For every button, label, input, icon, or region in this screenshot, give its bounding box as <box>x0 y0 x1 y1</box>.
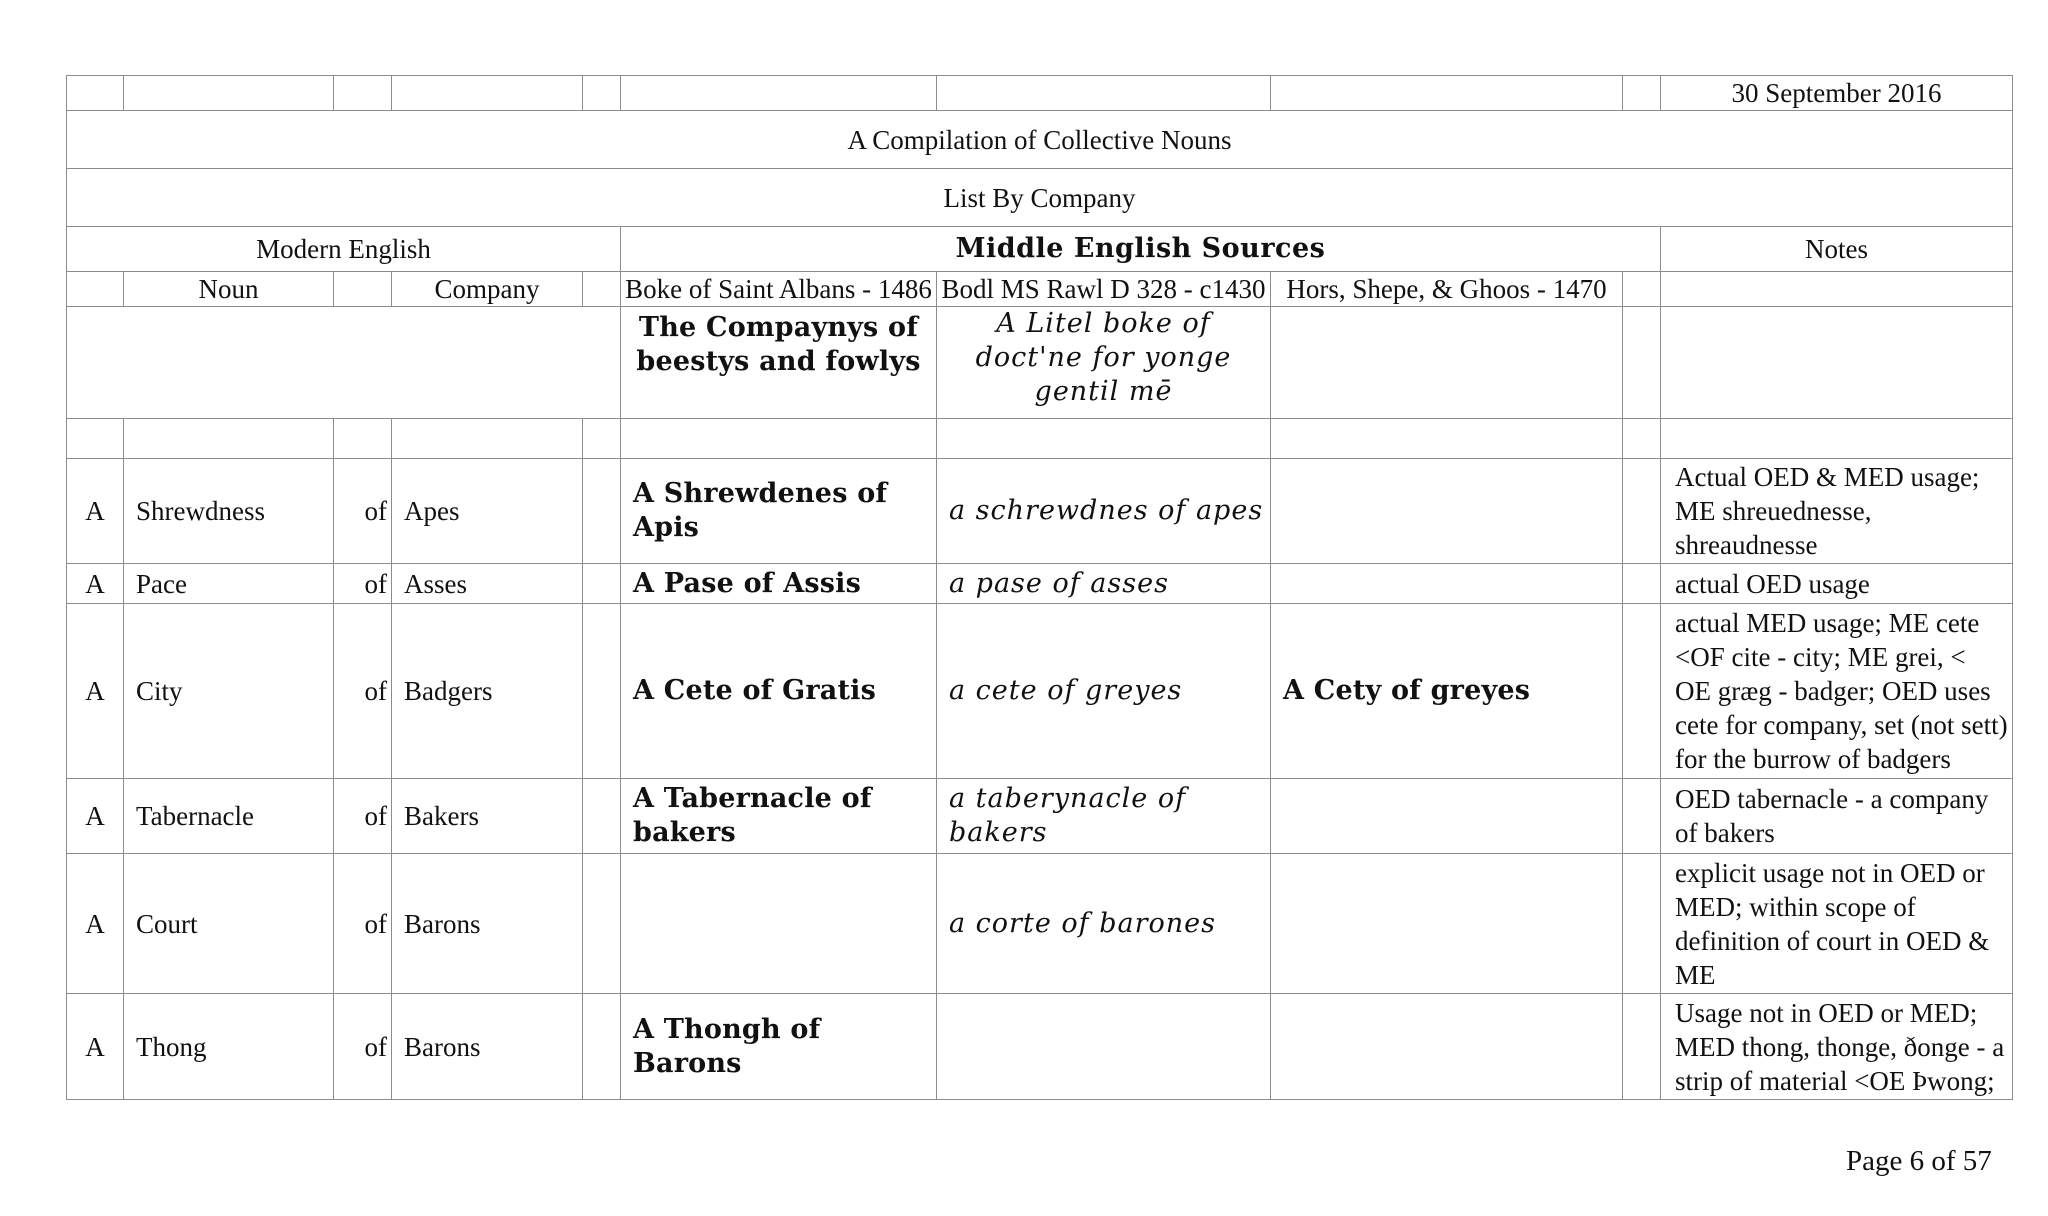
empty-cell <box>1661 272 2013 307</box>
document-date: 30 September 2016 <box>1661 76 2013 111</box>
empty-cell <box>1623 994 1661 1100</box>
noun-cell: Court <box>124 854 334 994</box>
empty-cell <box>1271 76 1623 111</box>
company-column-header: Company <box>392 272 583 307</box>
document-subtitle: List By Company <box>67 169 2013 227</box>
article-cell: A <box>67 994 124 1100</box>
table-row <box>67 604 2013 779</box>
document-title: A Compilation of Collective Nouns <box>67 111 2013 169</box>
date-row <box>67 76 2013 111</box>
table-row <box>67 854 2013 994</box>
spacer-row <box>67 419 2013 459</box>
noun-column-header: Noun <box>124 272 334 307</box>
of-cell: of <box>334 564 392 604</box>
article-cell: A <box>67 779 124 854</box>
empty-cell <box>583 994 621 1100</box>
empty-cell <box>124 76 334 111</box>
empty-cell <box>1623 564 1661 604</box>
source-3-cell <box>1271 564 1623 604</box>
note-cell: actual MED usage; ME cete <OF cite - city; ME grei, < OE græg - badger; OED uses cete for company, set (not sett) for the burrow of badgers <box>1661 604 2013 779</box>
collective-nouns-table <box>66 75 2013 1100</box>
empty-cell <box>334 419 392 459</box>
of-cell: of <box>334 459 392 564</box>
empty-cell <box>1623 307 1661 419</box>
empty-cell <box>334 76 392 111</box>
empty-cell <box>1271 307 1623 419</box>
empty-cell <box>583 459 621 564</box>
source-1-cell: A Pase of Assis <box>621 564 937 604</box>
source-2-header: Bodl MS Rawl D 328 - c1430 <box>937 272 1271 307</box>
empty-cell <box>124 419 334 459</box>
company-cell: Badgers <box>392 604 583 779</box>
empty-cell <box>67 307 621 419</box>
article-cell: A <box>67 604 124 779</box>
notes-header: Notes <box>1661 227 2013 272</box>
empty-cell <box>1623 76 1661 111</box>
note-cell: Usage not in OED or MED; MED thong, thonge, ðonge - a strip of material <OE Þwong; <box>1661 994 2013 1100</box>
source-3-header: Hors, Shepe, & Ghoos - 1470 <box>1271 272 1623 307</box>
empty-cell <box>583 76 621 111</box>
note-cell: actual OED usage <box>1661 564 2013 604</box>
empty-cell <box>621 419 937 459</box>
empty-cell <box>583 419 621 459</box>
article-cell: A <box>67 459 124 564</box>
empty-cell <box>1623 854 1661 994</box>
table-row <box>67 994 2013 1100</box>
source-2-cell: a corte of barones <box>937 854 1271 994</box>
source-2-cell <box>937 994 1271 1100</box>
empty-cell <box>1623 604 1661 779</box>
source-2-cell: a pase of asses <box>937 564 1271 604</box>
empty-cell <box>583 272 621 307</box>
table-row <box>67 459 2013 564</box>
empty-cell <box>583 564 621 604</box>
empty-cell <box>1623 272 1661 307</box>
empty-cell <box>67 76 124 111</box>
source-1-cell: A Tabernacle of bakers <box>621 779 937 854</box>
empty-cell <box>937 76 1271 111</box>
source-1-cell: A Thongh of Barons <box>621 994 937 1100</box>
source-3-cell: A Cety of greyes <box>1271 604 1623 779</box>
middle-english-sources-header: Middle English Sources <box>621 227 1661 272</box>
source-title-row <box>67 307 2013 419</box>
source-2-cell: a cete of greyes <box>937 604 1271 779</box>
empty-cell <box>392 419 583 459</box>
of-cell: of <box>334 604 392 779</box>
empty-cell <box>67 272 124 307</box>
group-header-row <box>67 227 2013 272</box>
column-header-row <box>67 272 2013 307</box>
article-cell: A <box>67 564 124 604</box>
source-3-cell <box>1271 994 1623 1100</box>
of-cell: of <box>334 779 392 854</box>
company-cell: Barons <box>392 854 583 994</box>
empty-cell <box>621 76 937 111</box>
company-cell: Apes <box>392 459 583 564</box>
company-cell: Asses <box>392 564 583 604</box>
empty-cell <box>583 854 621 994</box>
source-1-cell: A Cete of Gratis <box>621 604 937 779</box>
modern-english-header: Modern English <box>67 227 621 272</box>
source-2-title: A Litel boke of doct'ne for yonge gentil mē <box>937 307 1271 419</box>
company-cell: Bakers <box>392 779 583 854</box>
page-number: Page 6 of 57 <box>1846 1145 1992 1177</box>
noun-cell: Thong <box>124 994 334 1100</box>
empty-cell <box>1623 459 1661 564</box>
source-3-cell <box>1271 779 1623 854</box>
empty-cell <box>583 779 621 854</box>
company-cell: Barons <box>392 994 583 1100</box>
table-row <box>67 779 2013 854</box>
empty-cell <box>1271 419 1623 459</box>
empty-cell <box>1661 307 2013 419</box>
empty-cell <box>334 272 392 307</box>
noun-cell: Pace <box>124 564 334 604</box>
empty-cell <box>1623 779 1661 854</box>
empty-cell <box>392 76 583 111</box>
noun-cell: Tabernacle <box>124 779 334 854</box>
of-cell: of <box>334 994 392 1100</box>
noun-cell: Shrewdness <box>124 459 334 564</box>
source-1-title: The Compaynys of beestys and fowlys <box>621 307 937 419</box>
note-cell: explicit usage not in OED or MED; within scope of definition of court in OED & ME <box>1661 854 2013 994</box>
empty-cell <box>583 604 621 779</box>
source-3-cell <box>1271 854 1623 994</box>
empty-cell <box>1661 419 2013 459</box>
article-cell: A <box>67 854 124 994</box>
source-1-header: Boke of Saint Albans - 1486 <box>621 272 937 307</box>
source-1-cell <box>621 854 937 994</box>
note-cell: Actual OED & MED usage; ME shreuednesse, shreaudnesse <box>1661 459 2013 564</box>
empty-cell <box>67 419 124 459</box>
table-row <box>67 564 2013 604</box>
source-1-cell: A Shrewdenes of Apis <box>621 459 937 564</box>
noun-cell: City <box>124 604 334 779</box>
note-cell: OED tabernacle - a company of bakers <box>1661 779 2013 854</box>
empty-cell <box>937 419 1271 459</box>
source-2-cell: a taberynacle of bakers <box>937 779 1271 854</box>
of-cell: of <box>334 854 392 994</box>
source-2-cell: a schrewdnes of apes <box>937 459 1271 564</box>
empty-cell <box>1623 419 1661 459</box>
source-3-cell <box>1271 459 1623 564</box>
